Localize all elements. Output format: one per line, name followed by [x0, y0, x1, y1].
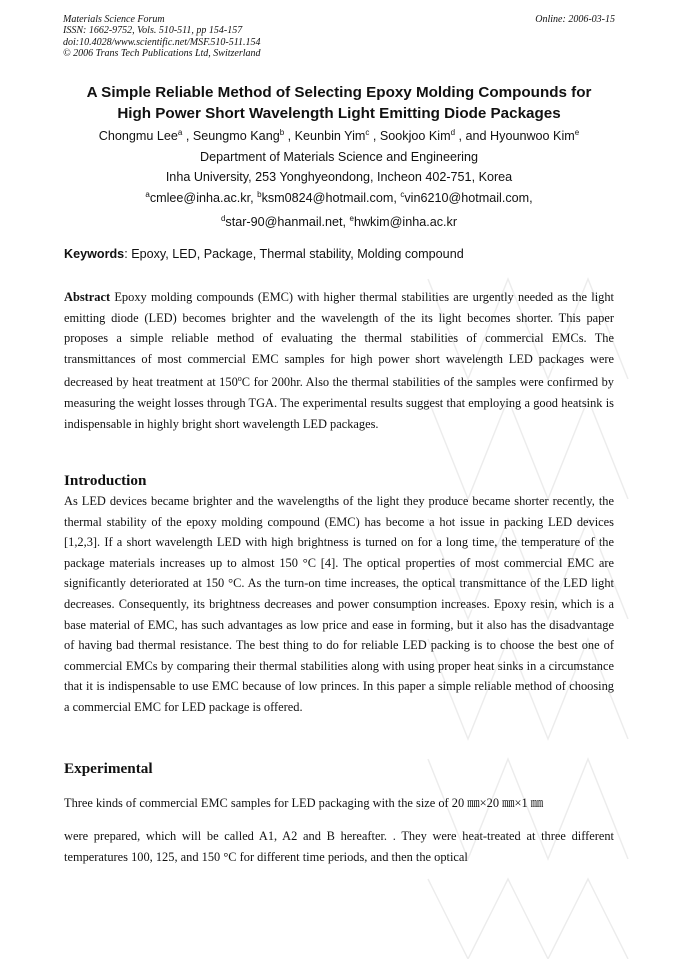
- affiliation: Inha University, 253 Yonghyeondong, Incheon 402-751, Korea: [165, 170, 513, 185]
- author-separator: ,: [369, 129, 380, 144]
- abstract-paragraph: [64, 287, 614, 434]
- department: Department of Materials Science and Engineering: [200, 149, 478, 164]
- introduction-paragraph: As LED devices became brighter and the wavelengths of the light they produce became shorter recently, the thermal stability of the epoxy molding compound (EMC) has become a hot issue in packing LED devices [1,2,3]. If a short wavelength LED with high brightness is turned on for a long time, the temperature of the package materials increases up to almost 150 °C [4]. The optical properties of most commercial EMC are significantly deteriorated at 150 °C. As the turn-on time increases, the optical transmittance of the LED light decreases. Consequently, its brightness decreases and power consumption increases. Epoxy resin, which is a base material of EMC, has such advantages as low price and ease in forming, but it also has the disadvantage of having bad thermal resistance. The best thing to do for reliable LED packing is to choose the best one of commercial EMCs by comparing their thermal stabilities along with using proper heat sinks in a circumstance that it is indispensable to use EMC because of low princes. In this paper a simple reliable method of choosing a commercial EMC for LED package is offered.: [64, 494, 614, 714]
- author-block: [40, 123, 638, 188]
- online-date: Online: 2006-03-15: [535, 14, 615, 25]
- author-name: Sookjoo Kim: [379, 129, 451, 144]
- email-line-2: $^d$star-90@hanmail.net, $^e$hwkim@inha.ac.kr: [220, 213, 458, 229]
- email-sup: b: [257, 190, 262, 199]
- title-line-1: A Simple Reliable Method of Selecting Epoxy Molding Compounds for: [86, 84, 592, 101]
- author-sup: d: [450, 128, 456, 137]
- email-address: cmlee@inha.ac.kr: [149, 191, 251, 206]
- copyright-line: © 2006 Trans Tech Publications Ltd, Switzerland: [63, 47, 261, 59]
- paper-title: [40, 82, 638, 124]
- email-address: star-90@hanmail.net: [225, 214, 343, 229]
- email-line-1: $^a$cmlee@inha.ac.kr, $^b$ksm0824@hotmail.com, $^c$vin6210@hotmail.com,: [145, 190, 533, 206]
- author-name: Keunbin Yim: [294, 129, 366, 144]
- author-sup: b: [279, 128, 285, 137]
- author-sup: c: [365, 128, 370, 137]
- email-address: hwkim@inha.ac.kr: [353, 214, 458, 229]
- author-sup: a: [177, 128, 183, 137]
- abstract-text-cont: C for 200hr. Also the thermal stabilities of the samples were confirmed by measuring the weight losses through TGA. The experimental results suggest that employing a good heatsink is indispensable in highly bright short wavelength LED packages.: [64, 375, 614, 431]
- doi-line: doi:10.4028/www.scientific.net/MSF.510-511.154: [63, 36, 261, 48]
- issn-line: ISSN: 1662-9752, Vols. 510-511, pp 154-157: [63, 25, 243, 37]
- keywords-line: [64, 247, 614, 261]
- email-sup: c: [400, 190, 405, 199]
- author-separator: ,: [284, 129, 295, 144]
- keywords-text: : Epoxy, LED, Package, Thermal stability, Molding compound: [124, 247, 464, 261]
- journal-name: Materials Science Forum: [63, 14, 165, 25]
- email-block: [40, 185, 638, 232]
- email-address: ksm0824@hotmail.com: [261, 191, 394, 206]
- email-sup: d: [220, 213, 226, 223]
- degree-sup: o: [237, 374, 242, 384]
- author-list: [40, 123, 638, 147]
- experimental-line-1: Three kinds of commercial EMC samples for LED packaging with the size of 20 ㎜×20 ㎜×1 ㎜: [64, 796, 544, 810]
- abstract-text: Epoxy molding compounds (EMC) with higher thermal stabilities are urgently needed as the light emitting diode (LED) becomes brighter and the wavelength of the its light becomes shorter. This paper proposes a simple reliable method of evaluating the thermal stabilities of commercial EMCs. The transmittances of most commercial EMC samples for high power short wavelength LED packages were decreased by heat treatment at 150: [64, 290, 614, 390]
- experimental-heading: Experimental: [64, 760, 153, 777]
- email-sup: a: [145, 190, 150, 199]
- author-sup: e: [574, 128, 580, 137]
- keywords-label: Keywords: [64, 247, 125, 261]
- author-name: Seungmo Kang: [192, 129, 280, 144]
- journal-header: [63, 14, 261, 59]
- author-separator: ,: [182, 129, 193, 144]
- author-separator: , and: [455, 129, 491, 144]
- author-name: Chongmu Lee: [98, 129, 178, 144]
- author-name: Hyounwoo Kim: [490, 129, 575, 144]
- email-sup: e: [349, 213, 354, 223]
- title-line-2: High Power Short Wavelength Light Emitting Diode Packages: [117, 105, 561, 122]
- introduction-heading: Introduction: [64, 472, 147, 489]
- email-address: vin6210@hotmail.com: [404, 191, 530, 206]
- experimental-paragraph: were prepared, which will be called A1, A2 and B hereafter. . They were heat-treated at three different temperatures 100, 125, and 150 °C for different time periods, and then the optical: [64, 829, 614, 864]
- abstract-label: Abstract: [64, 290, 111, 304]
